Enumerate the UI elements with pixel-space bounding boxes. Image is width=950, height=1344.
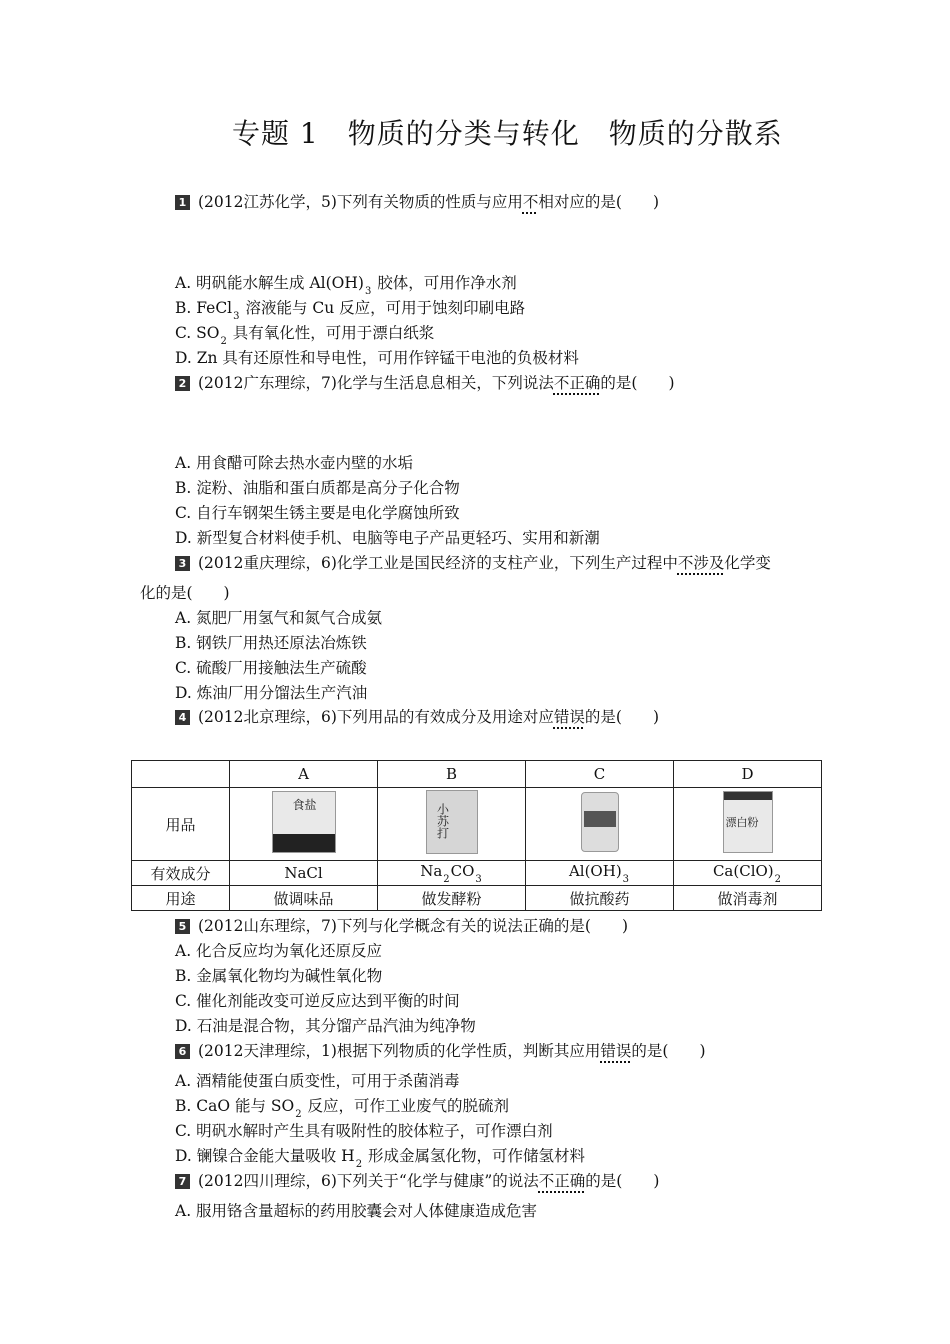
option-b: B. 钢铁厂用热还原法冶炼铁: [175, 634, 367, 652]
product-image-cell: [674, 788, 822, 861]
option-a: A. 服用铬含量超标的药用胶囊会对人体健康造成危害: [175, 1202, 538, 1220]
salt-bag-image: 食盐: [272, 791, 336, 853]
use-b: 做发酵粉: [378, 886, 526, 911]
product-image-cell: [230, 788, 378, 861]
question-3: 3 (2012重庆理综，6)化学工业是国民经济的支柱产业，下列生产过程中不涉及化学变: [175, 553, 771, 573]
option-b: B. 金属氧化物均为碱性氧化物: [175, 967, 383, 985]
option-d: D. 炼油厂用分馏法生产汽油: [175, 684, 368, 702]
table-row: [132, 886, 822, 911]
question-7: 7 (2012四川理综，6)下列关于“化学与健康”的说法不正确的是( ): [175, 1171, 659, 1191]
question-number-badge: 1: [175, 195, 190, 210]
option-d: D. Zn 具有还原性和导电性，可用作锌锰干电池的负极材料: [175, 349, 579, 367]
products-table: [131, 760, 822, 911]
question-6: 6 (2012天津理综，1)根据下列物质的化学性质，判断其应用错误的是( ): [175, 1041, 706, 1061]
question-2: 2 (2012广东理综，7)化学与生活息息相关，下列说法不正确的是( ): [175, 373, 675, 393]
option-d: D. 石油是混合物，其分馏产品汽油为纯净物: [175, 1017, 476, 1035]
question-number-badge: 2: [175, 376, 190, 391]
use-d: 做消毒剂: [674, 886, 822, 911]
option-c: C. $SO_2$ 具有氧化性，可用于漂白纸浆: [175, 324, 435, 347]
column-header-d: D: [674, 761, 822, 788]
baking-soda-bag-image: 小苏打: [426, 790, 478, 854]
table-header-row: [132, 761, 822, 788]
table-row: [132, 788, 822, 861]
option-b: B. CaO 能与 $SO_2$ 反应，可作工业废气的脱硫剂: [175, 1097, 510, 1120]
option-c: C. 明矾水解时产生具有吸附性的胶体粒子，可作漂白剂: [175, 1122, 553, 1140]
product-image-cell: [378, 788, 526, 861]
option-a: A. 明矾能水解生成 $Al(OH)_3$ 胶体，可用作净水剂: [175, 274, 517, 297]
option-d: D. 镧镍合金能大量吸收 $H_2$ 形成金属氢化物，可作储氢材料: [175, 1147, 585, 1170]
option-a: A. 氮肥厂用氢气和氮气合成氨: [175, 609, 383, 627]
row-label-item: 用品: [132, 788, 230, 861]
option-c: C. 自行车钢架生锈主要是电化学腐蚀所致: [175, 504, 460, 522]
bleach-powder-bag-image: 漂白粉: [723, 791, 773, 853]
question-number-badge: 7: [175, 1174, 190, 1189]
option-b: B. FeCl$_3$ 溶液能与 Cu 反应，可用于蚀刻印刷电路: [175, 299, 526, 322]
question-number-badge: 4: [175, 710, 190, 725]
option-b: B. 淀粉、油脂和蛋白质都是高分子化合物: [175, 479, 460, 497]
use-c: 做抗酸药: [526, 886, 674, 911]
option-d: D. 新型复合材料使手机、电脑等电子产品更轻巧、实用和新潮: [175, 529, 600, 547]
component-b: $Na_2CO_3$: [378, 861, 526, 886]
medicine-bottle-image: [581, 792, 619, 852]
table-cell: [132, 761, 230, 788]
question-3-continuation: 化的是( ): [140, 584, 230, 602]
page-title: 专题 1 物质的分类与转化 物质的分散系: [232, 117, 783, 150]
row-label-use: 用途: [132, 886, 230, 911]
question-4: 4 (2012北京理综，6)下列用品的有效成分及用途对应错误的是( ): [175, 707, 659, 727]
column-header-a: A: [230, 761, 378, 788]
option-a: A. 化合反应均为氧化还原反应: [175, 942, 383, 960]
option-a: A. 酒精能使蛋白质变性，可用于杀菌消毒: [175, 1072, 460, 1090]
product-image-cell: [526, 788, 674, 861]
column-header-b: B: [378, 761, 526, 788]
question-5: 5 (2012山东理综，7)下列与化学概念有关的说法正确的是( ): [175, 916, 628, 936]
component-a: NaCl: [230, 861, 378, 886]
question-number-badge: 5: [175, 919, 190, 934]
question-number-badge: 6: [175, 1044, 190, 1059]
question-1: 1 (2012江苏化学，5)下列有关物质的性质与应用不相对应的是( ): [175, 192, 659, 212]
option-c: C. 硫酸厂用接触法生产硫酸: [175, 659, 367, 677]
option-a: A. 用食醋可除去热水壶内壁的水垢: [175, 454, 414, 472]
column-header-c: C: [526, 761, 674, 788]
use-a: 做调味品: [230, 886, 378, 911]
question-number-badge: 3: [175, 556, 190, 571]
row-label-component: 有效成分: [132, 861, 230, 886]
component-c: $Al(OH)_3$: [526, 861, 674, 886]
table-row: [132, 861, 822, 886]
option-c: C. 催化剂能改变可逆反应达到平衡的时间: [175, 992, 460, 1010]
component-d: $Ca(ClO)_2$: [674, 861, 822, 886]
